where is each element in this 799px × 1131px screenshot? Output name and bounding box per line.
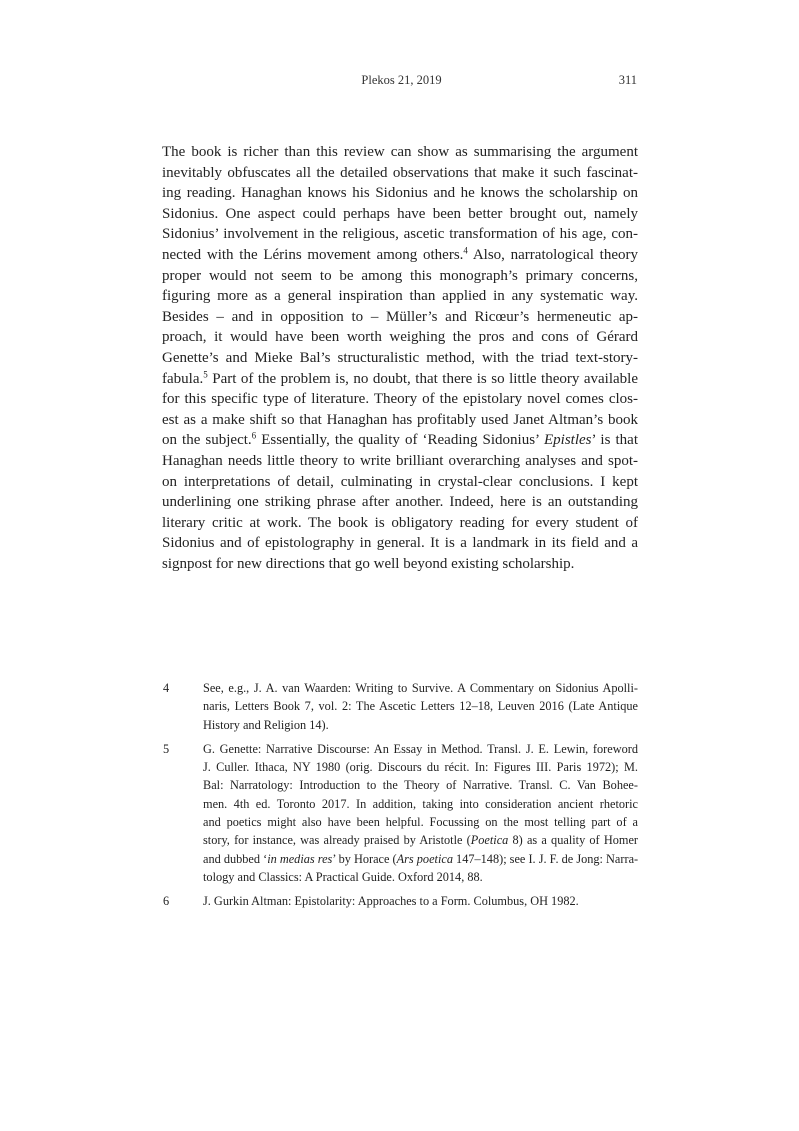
text-segment: inevitably obfuscates all the detailed observations that make it such fascinat-	[162, 164, 638, 181]
text-segment: Sidonius’ involvement in the religious, ascetic transformation of his age, con-	[162, 226, 638, 243]
text-line	[162, 224, 638, 245]
text-segment: 8) as a quality of Homer	[508, 833, 639, 848]
text-line	[203, 758, 638, 776]
text-segment: History and Religion 14).	[203, 717, 329, 732]
text-line	[162, 163, 638, 184]
text-segment: ’ by Horace (	[332, 851, 397, 866]
text-line	[203, 868, 638, 886]
text-line	[162, 266, 638, 287]
text-segment: on the subject.	[162, 432, 252, 449]
text-line	[162, 472, 638, 493]
text-segment: figuring more as a general inspiration than applied in any systematic way.	[162, 288, 638, 305]
text-segment: literary critic at work. The book is obligatory reading for every student of	[162, 514, 638, 531]
footnote-number: 5	[163, 741, 170, 756]
italic-text: Poetica	[470, 833, 509, 848]
footnote-text	[203, 679, 638, 734]
text-line	[203, 892, 638, 910]
text-segment: ’ is that	[591, 432, 638, 449]
text-line	[162, 410, 638, 431]
text-segment: and dubbed ‘	[203, 851, 268, 866]
text-segment: G. Genette: Narrative Discourse: An Essay in Method. Transl. J. E. Lewin, foreword	[203, 741, 638, 756]
text-segment: See, e.g., J. A. van Waarden: Writing to Survive. A Commentary on Sidonius Apolli-	[203, 681, 638, 695]
footnote-text	[203, 892, 638, 910]
text-line	[203, 716, 638, 734]
text-segment: story, for instance, was already praised by Aristotle (	[203, 833, 471, 848]
footnote-reference[interactable]: 6	[251, 430, 257, 441]
text-line	[162, 142, 638, 163]
footnote-text	[203, 740, 638, 886]
text-segment: fabula.	[162, 370, 204, 387]
text-line	[203, 697, 638, 715]
text-segment: Besides – and in opposition to – Müller’s and Ricœur’s hermeneutic ap-	[162, 308, 638, 325]
text-segment: Essentially, the quality of ‘Reading Sidonius’	[256, 432, 544, 449]
footnote-6	[162, 892, 638, 910]
text-segment: Hanaghan needs little theory to write brilliant overarching analyses and spot-	[162, 452, 638, 469]
text-segment: proper would not seem to be among this monograph’s primary concerns,	[162, 267, 638, 284]
text-line	[162, 533, 638, 554]
text-line	[203, 831, 638, 849]
text-line	[162, 307, 638, 328]
text-line	[162, 183, 638, 204]
body-paragraph	[162, 142, 638, 574]
text-segment: proach, it would have been worth weighing the pros and cons of Gérard	[162, 329, 638, 346]
footnotes	[162, 679, 638, 917]
text-segment: J. Culler. Ithaca, NY 1980 (orig. Discours du récit. In: Figures III. Paris 1972); M.	[203, 760, 638, 775]
text-segment: Bal: Narratology: Introduction to the Theory of Narrative. Transl. C. Van Bohee-	[203, 778, 638, 793]
text-segment: Part of the problem is, no doubt, that there is so little theory available	[207, 370, 638, 387]
text-line	[203, 813, 638, 831]
text-line	[203, 850, 638, 868]
text-segment: Also, narratological theory	[467, 246, 638, 263]
text-segment: tology and Classics: A Practical Guide. Oxford 2014, 88.	[203, 869, 483, 884]
text-segment: Sidonius and of epistolography in general. It is a landmark in its field and a	[162, 535, 638, 552]
italic-text: Ars poetica	[396, 851, 453, 866]
footnote-reference[interactable]: 4	[463, 245, 468, 256]
text-line	[162, 369, 638, 390]
footnote-reference[interactable]: 5	[203, 369, 208, 380]
running-header-journal: Plekos 21, 2019	[361, 73, 442, 87]
italic-text: Epistles	[544, 432, 592, 449]
text-line	[203, 795, 638, 813]
text-line	[162, 204, 638, 225]
text-line	[203, 740, 638, 758]
text-segment: J. Gurkin Altman: Epistolarity: Approaches to a Form. Columbus, OH 1982.	[203, 894, 579, 909]
text-line	[162, 348, 638, 369]
text-segment: Sidonius. One aspect could perhaps have been better brought out, namely	[162, 205, 638, 222]
footnote-number: 4	[163, 681, 170, 695]
text-line	[162, 554, 638, 575]
text-segment: signpost for new directions that go well beyond existing scholarship.	[162, 555, 575, 572]
text-line	[203, 679, 638, 697]
text-line	[162, 245, 638, 266]
text-line	[203, 776, 638, 794]
text-line	[162, 430, 638, 451]
text-segment: Genette’s and Mieke Bal’s structuralistic method, with the triad text-story-	[162, 349, 638, 366]
footnote-5	[162, 740, 638, 886]
text-segment: underlining one striking phrase after another. Indeed, here is an outstanding	[162, 494, 638, 511]
text-line	[162, 513, 638, 534]
text-line	[162, 286, 638, 307]
text-segment: on interpretations of detail, culminating in crystal-clear conclusions. I kept	[162, 473, 638, 490]
text-segment: nected with the Lérins movement among others.	[162, 246, 464, 263]
page-number: 311	[618, 73, 637, 87]
text-line	[162, 327, 638, 348]
text-segment: for this specific type of literature. Theory of the epistolary novel comes clos-	[162, 391, 638, 408]
text-segment: naris, Letters Book 7, vol. 2: The Ascetic Letters 12–18, Leuven 2016 (Late Antique	[203, 699, 638, 714]
text-line	[162, 389, 638, 410]
text-segment: and poetics might also have been helpful. Focussing on the most telling part of a	[203, 815, 638, 830]
text-segment: men. 4th ed. Toronto 2017. In addition, taking into consideration ancient rhetoric	[203, 796, 638, 811]
text-segment: est as a make shift so that Hanaghan has profitably used Janet Altman’s book	[162, 411, 638, 428]
footnote-4	[162, 679, 638, 734]
text-segment: ing reading. Hanaghan knows his Sidonius and he knows the scholarship on	[162, 185, 638, 202]
italic-text: in medias res	[267, 851, 333, 866]
text-line	[162, 451, 638, 472]
footnote-number: 6	[163, 894, 170, 909]
text-line	[162, 492, 638, 513]
text-segment: The book is richer than this review can show as summarising the argument	[162, 144, 638, 160]
text-segment: 147–148); see I. J. F. de Jong: Narra-	[452, 851, 639, 866]
